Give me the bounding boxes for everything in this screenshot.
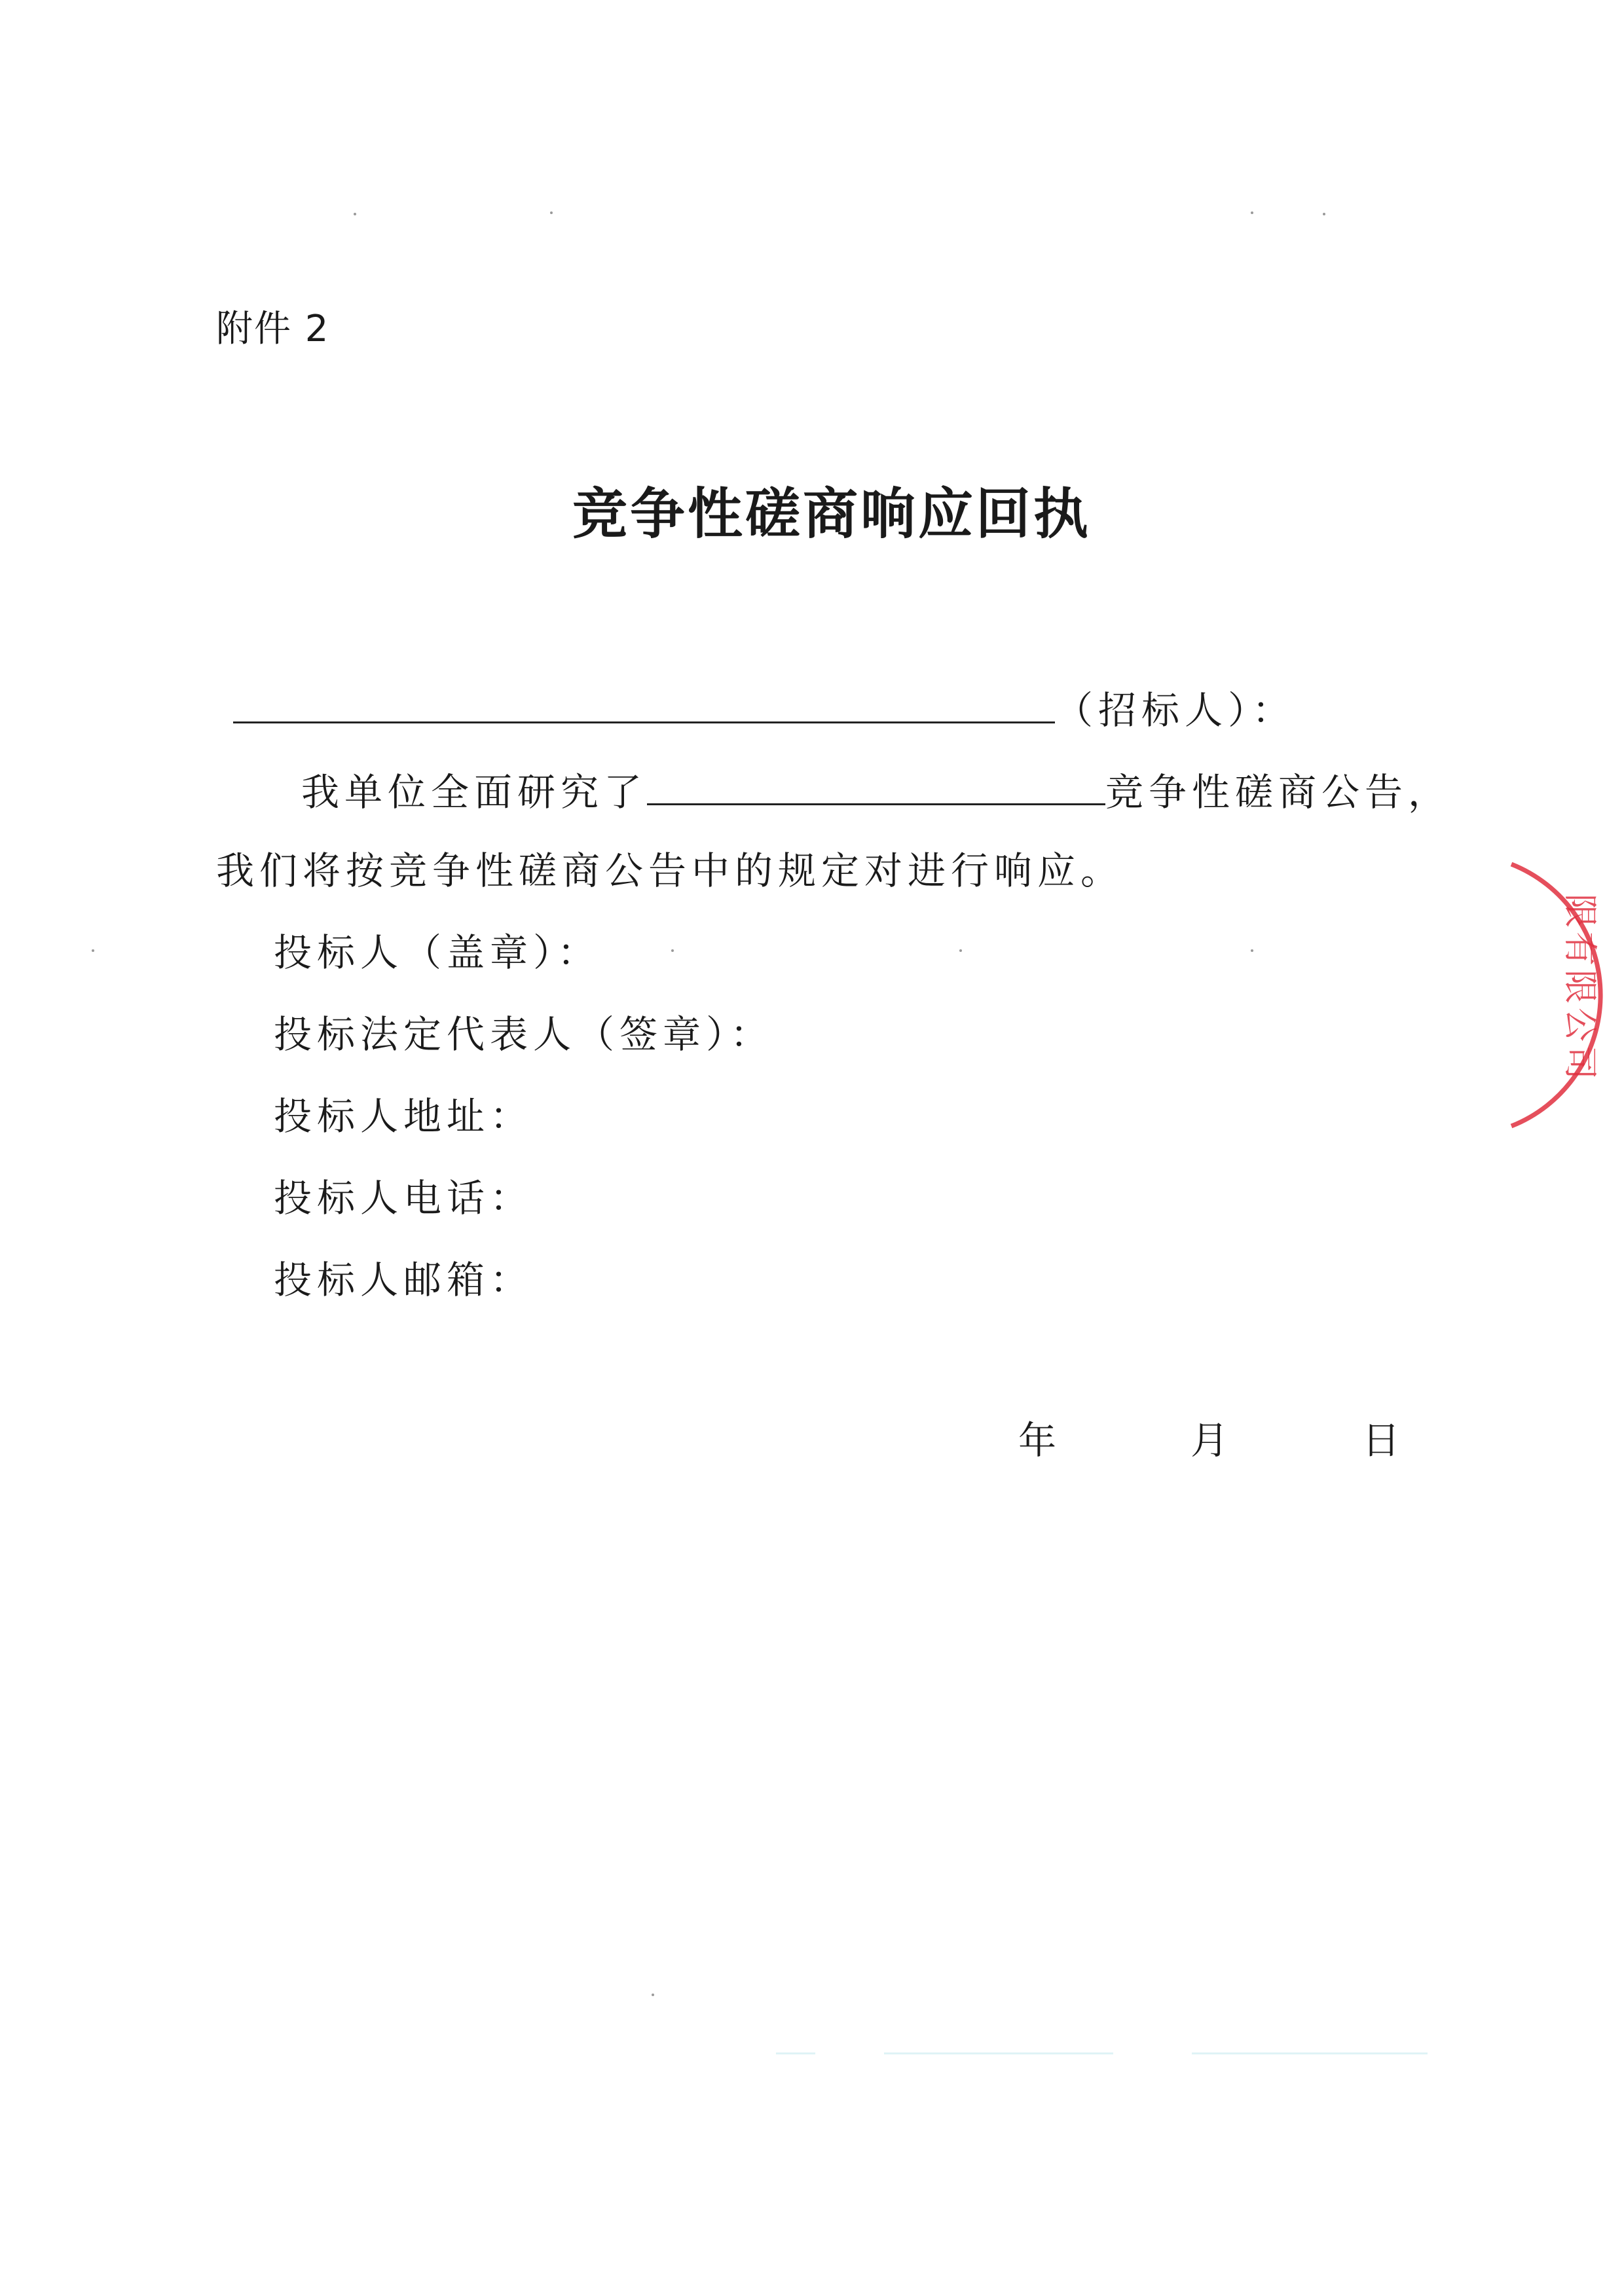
field-legal-representative: 投标法定代表人（签章）：	[274, 1012, 774, 1057]
date-day: 日	[1362, 1418, 1401, 1463]
scan-artifact-line	[1192, 2052, 1428, 2054]
addressee-suffix: （招标人）：	[1055, 688, 1296, 733]
addressee-line	[233, 681, 1295, 737]
scan-speck	[1323, 213, 1325, 215]
scan-speck	[652, 1994, 654, 1996]
attachment-label: 附件 2	[216, 308, 330, 350]
date-year: 年	[1018, 1418, 1057, 1463]
document-title: 竞争性磋商响应回执	[572, 481, 1091, 546]
scan-speck	[959, 949, 962, 952]
scan-speck	[671, 949, 674, 952]
scan-artifact-line	[776, 2052, 815, 2054]
field-bidder-address: 投标人地址：	[274, 1094, 534, 1139]
scan-speck	[354, 213, 356, 215]
scan-speck	[92, 949, 94, 952]
field-bidder-seal: 投标人（盖章）：	[274, 930, 601, 975]
scan-artifact-line	[884, 2052, 1113, 2054]
project-name-blank[interactable]	[647, 763, 1105, 805]
company-seal-stamp	[1500, 851, 1624, 1133]
field-bidder-phone: 投标人电话：	[274, 1176, 534, 1220]
scan-speck	[1251, 949, 1253, 952]
scan-speck	[1251, 211, 1253, 214]
seal-icon	[1500, 851, 1624, 1133]
paragraph-1	[301, 763, 1451, 818]
tenderer-name-blank[interactable]	[233, 681, 1055, 723]
scan-speck	[550, 211, 553, 214]
svg-text:限有限公司: 限有限公司	[1560, 894, 1599, 1084]
paragraph-2: 我们将按竞争性磋商公告中的规定对进行响应。	[216, 848, 1124, 893]
field-bidder-email: 投标人邮箱：	[274, 1258, 534, 1302]
paragraph-1-start: 我单位全面研究了	[301, 770, 648, 814]
date-month: 月	[1190, 1418, 1229, 1463]
paragraph-1-end: 竞争性磋商公告，	[1105, 770, 1452, 814]
